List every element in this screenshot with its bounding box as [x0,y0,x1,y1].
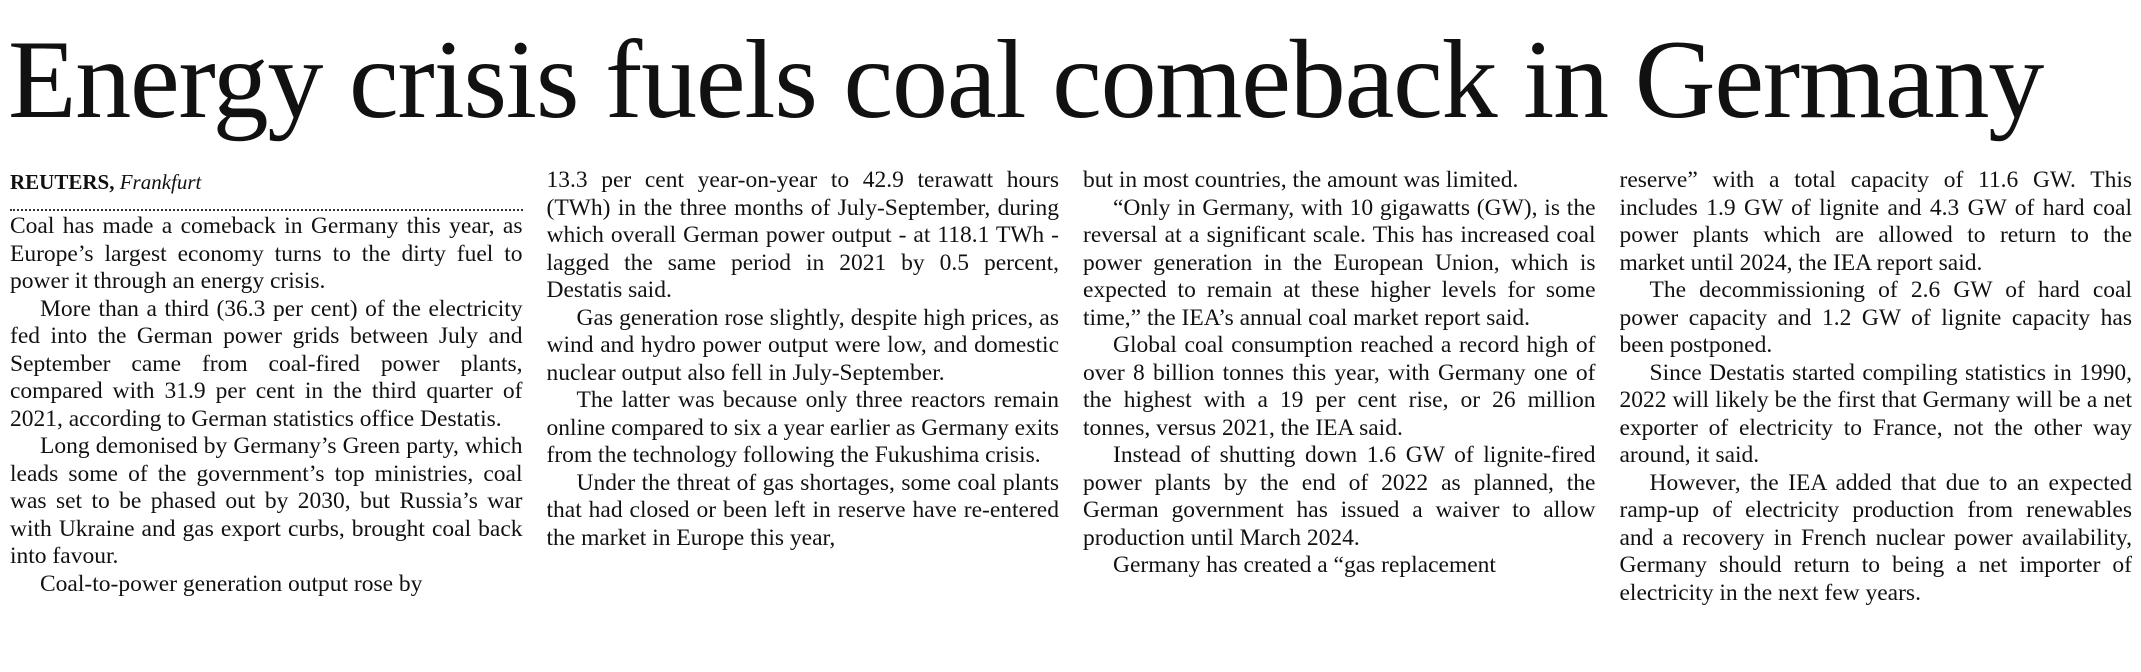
paragraph: Coal has made a comeback in Germany this year, as Europe’s largest economy turns to the dirty fuel to power it through an energy crisis. [10,213,523,294]
paragraph: reserve” with a total capacity of 11.6 GW. This includes 1.9 GW of lignite and 4.3 GW of hard coal power plants which are allowed to return to the market until 2024, the IEA report said. [1619,167,2132,276]
paragraph: “Only in Germany, with 10 gigawatts (GW), is the reversal at a significant scale. This has increased coal power generation in the European Union, which is expected to remain at these higher levels for some time,” the IEA’s annual coal market report said. [1083,194,1596,331]
paragraph: Since Destatis started compiling statistics in 1990, 2022 will likely be the first that Germany will be a net exporter of electricity to France, not the other way around, it said. [1619,359,2132,468]
byline-agency: REUTERS, [10,170,115,194]
paragraph: More than a third (36.3 per cent) of the electricity fed into the German power grids between July and September came from coal-fired power plants, compared with 31.9 per cent in the third quarter of 2021, according to German statistics office Destatis. [10,295,523,432]
byline [10,167,523,211]
paragraph: Global coal consumption reached a record high of over 8 billion tonnes this year, with Germany one of the highest with a 19 per cent rise, or 26 million tonnes, versus 2021, the IEA said. [1083,332,1596,441]
column-3 [1083,167,1596,667]
column-1 [10,167,523,667]
paragraph: Instead of shutting down 1.6 GW of lignite-fired power plants by the end of 2022 as planned, the German government has issued a waiver to allow production until March 2024. [1083,442,1596,551]
paragraph: Gas generation rose slightly, despite high prices, as wind and hydro power output were low, and domestic nuclear output also fell in July-September. [546,304,1059,386]
paragraph: The latter was because only three reactors remain online compared to six a year earlier as Germany exits from the technology following the Fukushima crisis. [546,387,1059,468]
paragraph: Germany has created a “gas replacement [1113,552,1496,578]
column-4 [1620,167,2133,667]
paragraph: Under the threat of gas shortages, some coal plants that had closed or been left in reserve have re-entered the market in Europe this year, [546,469,1059,551]
column-2 [547,167,1060,667]
paragraph: 13.3 per cent year-on-year to 42.9 terawatt hours (TWh) in the three months of July-September, during which overall German power output - at 118.1 TWh - lagged the same period in 2021 by 0.5 percent, Destatis said. [546,167,1059,303]
paragraph: However, the IEA added that due to an expected ramp-up of electricity production from renewables and a recovery in French nuclear power availability, Germany should return to being a net importer of electricity in the next few years. [1619,469,2132,606]
paragraph: but in most countries, the amount was limited. [1083,167,1519,193]
paragraph: Coal-to-power generation output rose by [40,570,423,597]
article-body [10,167,2132,667]
paragraph: The decommissioning of 2.6 GW of hard coal power capacity and 1.2 GW of lignite capacity has been postponed. [1619,277,2132,358]
headline: Energy crisis fuels coal comeback in Germany [8,18,2044,142]
byline-location: Frankfurt [119,170,202,194]
paragraph: Long demonised by Germany’s Green party, which leads some of the government’s top ministries, coal was set to be phased out by 2030, but Russia’s war with Ukraine and gas export curbs, brought coal back into favour. [10,433,523,569]
